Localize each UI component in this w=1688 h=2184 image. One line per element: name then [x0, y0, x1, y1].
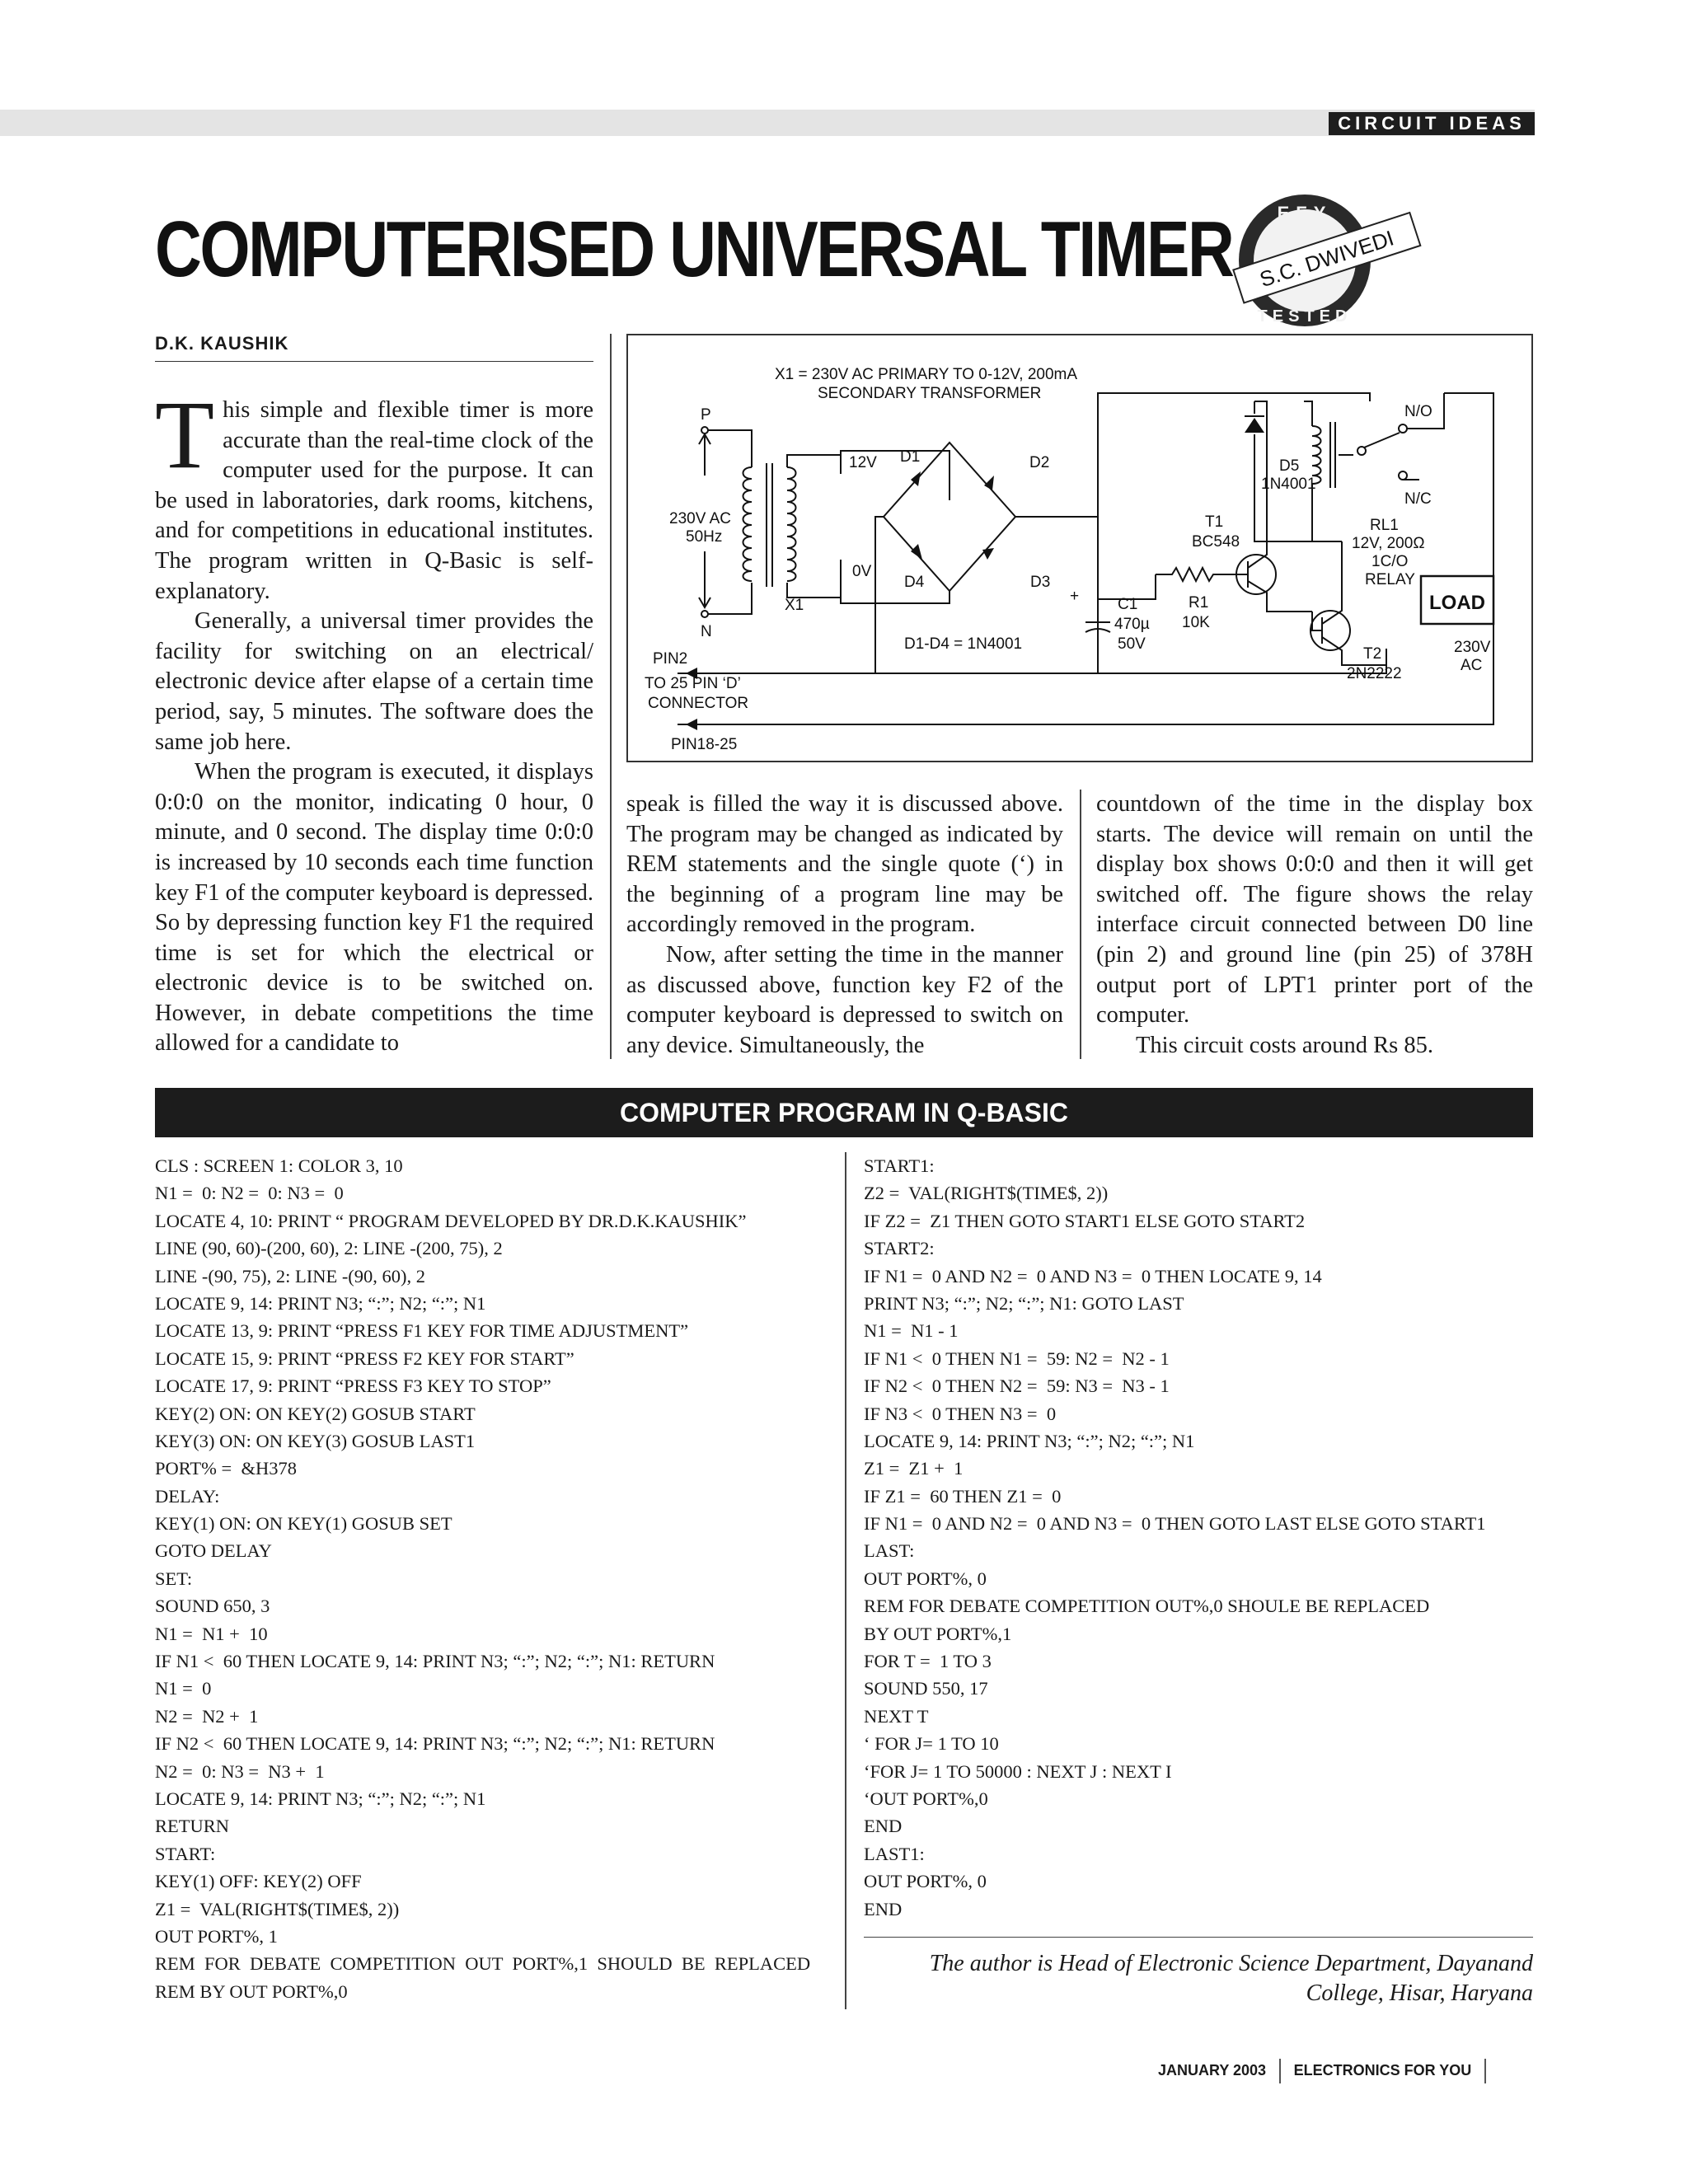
connector-label-2: CONNECTOR: [648, 695, 749, 712]
code-line: REM FOR DEBATE COMPETITION OUT%,0 SHOULE BE REPLACED: [864, 1596, 1430, 1617]
code-line: START2:: [864, 1238, 935, 1259]
c1-voltage: 50V: [1118, 635, 1146, 653]
magazine-name: ELECTRONICS FOR YOU: [1293, 2061, 1472, 2079]
wire-0v-to-bridge: [841, 579, 950, 603]
code-line: SOUND 550, 17: [864, 1678, 988, 1699]
t2-label: T2: [1363, 645, 1382, 663]
code-line: BY OUT PORT%,1: [864, 1623, 1012, 1644]
diode-d5-symbol: [1245, 418, 1264, 433]
relay-coil-top: [1304, 401, 1312, 426]
code-line: N1 = 0: [155, 1678, 212, 1699]
code-line: LOCATE 4, 10: PRINT “ PROGRAM DEVELOPED BY DR.D.K.KAUSHIK”: [155, 1210, 747, 1231]
diode-d4-symbol: [911, 544, 922, 560]
code-line: OUT PORT%, 0: [864, 1568, 987, 1589]
ac-in-label-2: 50Hz: [686, 528, 723, 546]
drop-cap: T: [155, 381, 215, 489]
secondary-coil: [787, 467, 796, 581]
terminal-n-label: N: [701, 623, 712, 640]
program-listing-column-1: [155, 1152, 831, 2005]
code-line: Z1 = VAL(RIGHT$(TIME$, 2)): [155, 1898, 400, 1919]
code-line: LOCATE 17, 9: PRINT “PRESS F3 KEY TO STOP”: [155, 1376, 551, 1397]
circuit-diagram: [628, 335, 1531, 761]
ac-in-label-1: 230V AC: [669, 510, 731, 527]
d4-label: D4: [904, 574, 925, 591]
terminal-n: [701, 611, 708, 617]
code-line: N2 = N2 + 1: [155, 1705, 259, 1727]
cap-plus: +: [1070, 588, 1080, 605]
c1-label: C1: [1118, 596, 1138, 613]
code-line: LAST:: [864, 1540, 915, 1562]
arrow-down: [699, 551, 710, 607]
relay-nc-contact: [1399, 471, 1407, 480]
code-line: IF Z2 = Z1 THEN GOTO START1 ELSE GOTO START2: [864, 1210, 1306, 1231]
code-line: PORT% = &H378: [155, 1458, 297, 1479]
r1-label: R1: [1189, 594, 1209, 612]
code-line: IF N1 = 0 AND N2 = 0 AND N3 = 0 THEN GOTO LAST ELSE GOTO START1: [864, 1513, 1486, 1535]
positive-rail: [1098, 393, 1370, 622]
code-line: FOR T = 1 TO 3: [864, 1651, 992, 1672]
t1-type: BC548: [1192, 533, 1240, 551]
section-tag: CIRCUIT IDEAS: [1329, 112, 1535, 135]
code-line: N1 = N1 + 10: [155, 1623, 268, 1644]
body-column-1: [155, 381, 593, 1059]
code-line: START:: [155, 1843, 216, 1864]
relay-coil: [1312, 426, 1321, 484]
code-line: IF N2 < 60 THEN LOCATE 9, 14: PRINT N3; “:”; N2; “:”; N1: RETURN: [155, 1733, 715, 1755]
program-column-rule: [845, 1152, 846, 2009]
column-rule-1: [610, 334, 612, 1059]
terminal-p: [701, 427, 708, 434]
t2-type: 2N2222: [1347, 665, 1402, 682]
d1-label: D1: [900, 448, 921, 466]
pin18-label: PIN18-25: [671, 736, 738, 753]
secondary-0v-label: 0V: [852, 563, 872, 580]
code-line: END: [864, 1816, 903, 1837]
code-line: LINE -(90, 75), 2: LINE -(90, 60), 2: [155, 1265, 426, 1286]
code-line: CLS : SCREEN 1: COLOR 3, 10: [155, 1155, 403, 1176]
transformer-label-1: X1 = 230V AC PRIMARY TO 0-12V, 200mA: [775, 366, 1078, 383]
code-line: LOCATE 9, 14: PRINT N3; “:”; N2; “:”; N1: [155, 1292, 486, 1314]
footer-divider: [1279, 2059, 1281, 2083]
resistor-r1: [1156, 568, 1238, 581]
nc-label: N/C: [1404, 490, 1432, 508]
code-line: N1 = 0: N2 = 0: N3 = 0: [155, 1183, 344, 1204]
paragraph-7: This circuit costs around Rs 85.: [1136, 1032, 1433, 1058]
code-line: IF Z1 = 60 THEN Z1 = 0: [864, 1485, 1062, 1507]
column-rule-2: [1080, 790, 1081, 1059]
page-footer: [1158, 2059, 1499, 2083]
program-listing-column-2: [864, 1152, 1533, 1923]
load-label: LOAD: [1429, 592, 1485, 614]
code-line: ‘ FOR J= 1 TO 10: [864, 1733, 999, 1755]
paragraph-1-text: his simple and flexible timer is more accurate than the real-time clock of the computer used for the purpose. It can be used in laboratories, dark rooms, kitchens, and for competitions in educational institutes. The program written in Q-Basic is self-explanatory.: [155, 397, 593, 604]
code-line: ‘OUT PORT%,0: [864, 1788, 988, 1809]
rl1-spec-2: 1C/O: [1372, 553, 1409, 570]
transformer-label-2: SECONDARY TRANSFORMER: [818, 385, 1042, 402]
body-column-2: [626, 790, 1063, 1061]
code-line: LOCATE 9, 14: PRINT N3; “:”; N2; “:”; N1: [155, 1788, 486, 1809]
pin18-arrow: [686, 719, 697, 730]
code-line: N1 = N1 - 1: [864, 1320, 959, 1342]
body-column-3: [1096, 790, 1533, 1061]
code-line: IF N3 < 0 THEN N3 = 0: [864, 1403, 1057, 1424]
transformer-x1-label: X1: [785, 597, 804, 614]
d5-type: 1N4001: [1261, 476, 1316, 493]
d5-label: D5: [1279, 457, 1300, 475]
code-line: REM FOR DEBATE COMPETITION OUT PORT%,1 SHOULD BE REPLACED: [155, 1953, 811, 1975]
code-line: END: [864, 1898, 903, 1919]
code-line: RETURN: [155, 1816, 229, 1837]
code-line: NEXT T: [864, 1705, 929, 1727]
article-title: COMPUTERISED UNIVERSAL TIMER: [155, 205, 1233, 293]
r1-value: 10K: [1182, 614, 1210, 631]
paragraph-5: Now, after setting the time in the manner as discussed above, function key F2 of the computer keyboard is depressed to switch on any device. Simultaneously, the: [626, 941, 1063, 1058]
author-byline: D.K. KAUSHIK: [155, 333, 593, 362]
paragraph-1: [155, 381, 593, 607]
d3-label: D3: [1030, 574, 1051, 591]
code-line: OUT PORT%, 1: [155, 1925, 278, 1947]
code-line: OUT PORT%, 0: [864, 1871, 987, 1892]
efy-tested-stamp: [1218, 186, 1424, 335]
pin2-label: PIN2: [653, 650, 688, 668]
code-line: N2 = 0: N3 = N3 + 1: [155, 1760, 325, 1782]
d2-label: D2: [1029, 454, 1050, 471]
arrow-up: [699, 434, 710, 476]
diode-d3-symbol: [982, 548, 994, 560]
paragraph-2: Generally, a universal timer provides the facility for switching on an electrical/ electronic device after elapse of a certain time period, say, 5 minutes. The software does the same job here.: [155, 608, 593, 755]
code-line: DELAY:: [155, 1485, 220, 1507]
code-line: START1:: [864, 1155, 935, 1176]
rl1-label: RL1: [1370, 517, 1399, 534]
secondary-12v-label: 12V: [849, 454, 877, 471]
code-line: KEY(3) ON: ON KEY(3) GOSUB LAST1: [155, 1430, 476, 1451]
footer-divider-end: [1484, 2059, 1486, 2083]
code-line: LINE (90, 60)-(200, 60), 2: LINE -(200, 75), 2: [155, 1238, 503, 1259]
stamp-name: S.C. DWIVEDI: [1256, 225, 1397, 293]
stamp-bottom-text: TESTED: [1257, 307, 1353, 326]
ac-out-label-2: AC: [1461, 657, 1483, 674]
c1-value: 470µ: [1114, 616, 1150, 633]
no-label: N/O: [1404, 403, 1432, 420]
circuit-figure: [626, 334, 1533, 762]
rl1-spec-3: RELAY: [1365, 571, 1415, 588]
primary-coil: [743, 467, 753, 581]
code-line: SET:: [155, 1568, 193, 1589]
relay-no-contact: [1399, 424, 1407, 433]
author-note: The author is Head of Electronic Science Department, Dayanand College, Hisar, Haryana: [864, 1937, 1533, 2008]
code-line: IF N2 < 0 THEN N2 = 59: N3 = N3 - 1: [864, 1376, 1170, 1397]
header-band: [0, 110, 1535, 136]
code-line: REM BY OUT PORT%,0: [155, 1980, 348, 2002]
connector-label-1: TO 25 PIN ‘D’: [645, 675, 741, 692]
t1-to-t2: [1254, 401, 1312, 612]
t1-label: T1: [1205, 513, 1224, 531]
paragraph-4: speak is filled the way it is discussed above. The program may be changed as indicated by REM statements and the single quote (‘) in the beginning of a program line may be accordingly removed in the program.: [626, 791, 1063, 938]
terminal-p-label: P: [701, 406, 711, 424]
code-line: KEY(1) ON: ON KEY(1) GOSUB SET: [155, 1513, 452, 1535]
paragraph-6: countdown of the time in the display box starts. The device will remain on until the display box shows 0:0:0 and then it will get switched off. The figure shows the relay interface circuit connected between D0 line (pin 2) and ground line (pin 25) of 378H output port of LPT1 printer port of the computer.: [1096, 791, 1533, 1029]
t1-leads: [1238, 541, 1267, 607]
code-line: IF N1 < 60 THEN LOCATE 9, 14: PRINT N3; “:”; N2; “:”; N1: RETURN: [155, 1651, 715, 1672]
code-line: LAST1:: [864, 1843, 925, 1864]
code-line: Z1 = Z1 + 1: [864, 1458, 964, 1479]
bridge-label: D1-D4 = 1N4001: [904, 635, 1023, 653]
code-line: PRINT N3; “:”; N2; “:”; N1: GOTO LAST: [864, 1292, 1184, 1314]
stamp-top-text: EFY: [1277, 203, 1333, 223]
ground-rail-part: [678, 649, 1386, 673]
paragraph-3: When the program is executed, it displays 0:0:0 on the monitor, indicating 0 hour, 0 minute, and 0 second. The display time 0:0:0 is increased by 10 seconds each time function key F1 of the computer keyboard is depressed. So by depressing function key F1 the required time is set for which the electrical or electronic device is to be switched on. However, in debate competitions the time allowed for a candidate to: [155, 759, 593, 1057]
code-line: KEY(1) OFF: KEY(2) OFF: [155, 1871, 362, 1892]
code-line: IF N1 < 0 THEN N1 = 59: N2 = N2 - 1: [864, 1347, 1170, 1369]
code-line: LOCATE 9, 14: PRINT N3; “:”; N2; “:”; N1: [864, 1430, 1195, 1451]
code-line: KEY(2) ON: ON KEY(2) GOSUB START: [155, 1403, 476, 1424]
code-line: Z2 = VAL(RIGHT$(TIME$, 2)): [864, 1183, 1109, 1204]
code-line: ‘FOR J= 1 TO 50000 : NEXT J : NEXT I: [864, 1760, 1172, 1782]
ac-out-label-1: 230V: [1454, 639, 1491, 656]
code-line: LOCATE 15, 9: PRINT “PRESS F2 KEY FOR START”: [155, 1347, 574, 1369]
code-line: GOTO DELAY: [155, 1540, 272, 1562]
program-heading: COMPUTER PROGRAM IN Q-BASIC: [155, 1088, 1533, 1137]
code-line: IF N1 = 0 AND N2 = 0 AND N3 = 0 THEN LOCATE 9, 14: [864, 1265, 1322, 1286]
issue-date: JANUARY 2003: [1158, 2061, 1267, 2079]
rl1-spec-1: 12V, 200Ω: [1352, 535, 1425, 552]
code-line: SOUND 650, 3: [155, 1596, 270, 1617]
code-line: LOCATE 13, 9: PRINT “PRESS F1 KEY FOR TIME ADJUSTMENT”: [155, 1320, 689, 1342]
